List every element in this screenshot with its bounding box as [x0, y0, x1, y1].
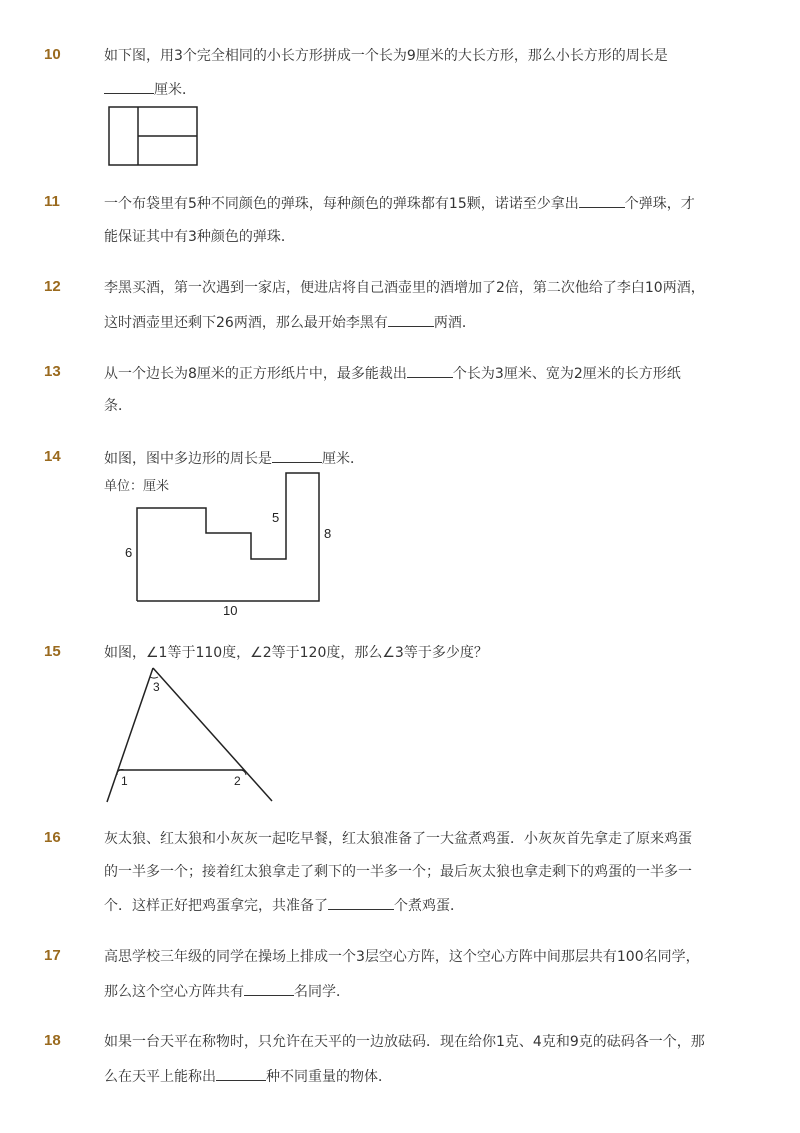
angle-label: 2: [234, 774, 241, 788]
question-text: 如图，图中多边形的周长是 厘米．: [104, 448, 794, 469]
answer-blank[interactable]: [407, 363, 453, 378]
question-number: 16: [44, 829, 61, 846]
rectangle-figure: [108, 106, 200, 168]
question-text: 李黑买酒，第一次遇到一家店，便进店将自己酒壶里的酒增加了2倍，第二次他给了李白10两酒，: [104, 280, 705, 296]
question-number: 12: [44, 278, 61, 295]
answer-blank[interactable]: [104, 79, 154, 94]
unit-label: 单位：厘米: [104, 479, 170, 494]
answer-blank[interactable]: [579, 193, 625, 208]
answer-blank[interactable]: [244, 981, 294, 996]
dimension-label: 8: [324, 526, 332, 541]
question-number: 10: [44, 46, 61, 63]
answer-blank[interactable]: [216, 1066, 266, 1081]
question-text: 一个布袋里有5种不同颜色的弹珠，每种颜色的弹珠都有15颗，诺诺至少拿出 个弹珠，才: [104, 193, 794, 214]
question-text: 个．这样正好把鸡蛋拿完，共准备了 个煮鸡蛋．: [104, 895, 794, 916]
question-number: 18: [44, 1032, 61, 1049]
question-number: 17: [44, 947, 61, 964]
question-number: 14: [44, 448, 61, 465]
question-text: 能保证其中有3种颜色的弹珠．: [104, 229, 295, 245]
question-text: 从一个边长为8厘米的正方形纸片中，最多能裁出 个长为3厘米、宽为2厘米的长方形纸: [104, 363, 794, 384]
question-number: 13: [44, 363, 61, 380]
triangle-figure: [100, 662, 280, 807]
answer-blank[interactable]: [388, 312, 434, 327]
answer-blank[interactable]: [328, 895, 394, 910]
question-text: 高思学校三年级的同学在操场上排成一个3层空心方阵，这个空心方阵中间那层共有100名同学，: [104, 949, 700, 965]
question-text: 厘米．: [104, 79, 794, 100]
question-number: 11: [44, 193, 60, 210]
dimension-label: 5: [272, 510, 280, 525]
angle-label: 3: [153, 680, 160, 694]
question-text: 条．: [104, 398, 132, 414]
answer-blank[interactable]: [272, 448, 322, 463]
question-text: 么在天平上能称出 种不同重量的物体．: [104, 1066, 794, 1087]
dimension-label: 6: [125, 545, 133, 560]
question-text: 如下图，用3个完全相同的小长方形拼成一个长为9厘米的大长方形，那么小长方形的周长是: [104, 48, 668, 64]
question-text: 如图，∠1等于110度，∠2等于120度，那么∠3等于多少度？: [104, 645, 488, 661]
question-text: 如果一台天平在称物时，只允许在天平的一边放砝码．现在给你1克、4克和9克的砝码各一个，那: [104, 1034, 705, 1050]
question-text: 那么这个空心方阵共有 名同学．: [104, 981, 794, 1002]
polygon-figure: [110, 468, 340, 618]
question-text: 这时酒壶里还剩下26两酒，那么最开始李黑有 两酒．: [104, 312, 794, 333]
question-text: 的一半多一个；接着红太狼拿走了剩下的一半多一个；最后灰太狼也拿走剩下的鸡蛋的一半多一: [104, 864, 692, 880]
question-text: 灰太狼、红太狼和小灰灰一起吃早餐，红太狼准备了一大盆煮鸡蛋．小灰灰首先拿走了原来鸡蛋: [104, 831, 692, 847]
question-number: 15: [44, 643, 61, 660]
dimension-label: 10: [223, 603, 238, 618]
angle-label: 1: [121, 774, 128, 788]
